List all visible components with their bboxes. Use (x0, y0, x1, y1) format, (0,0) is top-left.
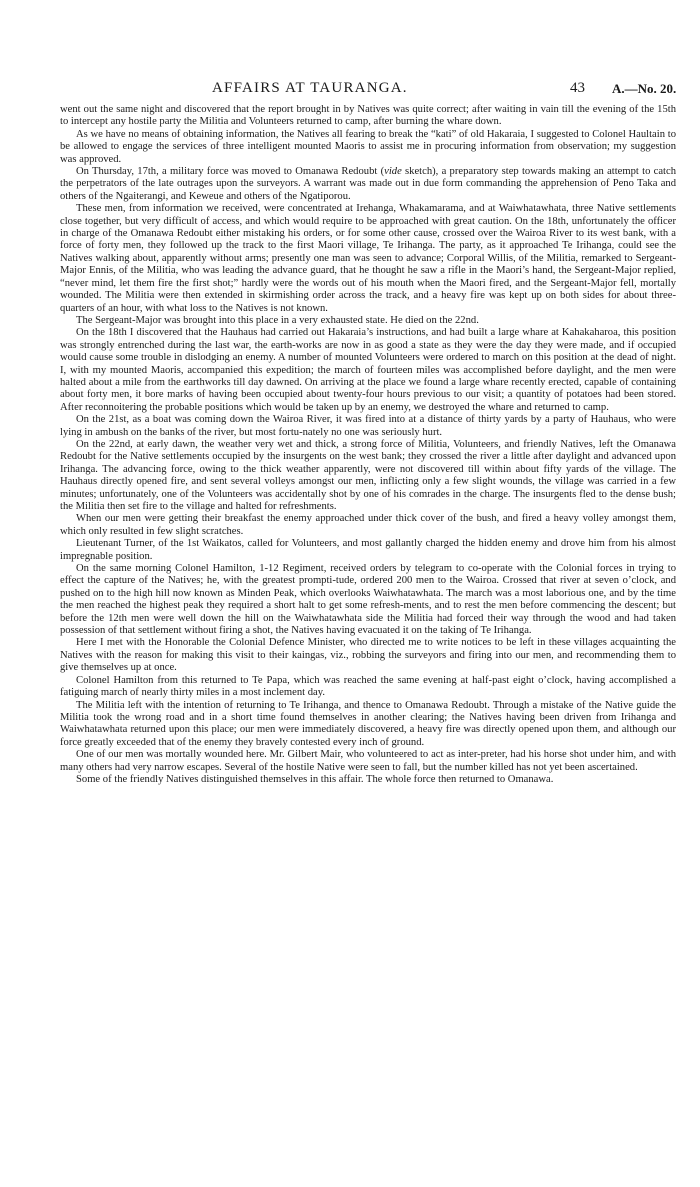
document-body (60, 104, 676, 786)
paragraph: On the 21st, as a boat was coming down the Wairoa River, it was fired into at a distance of thirty yards by a party of Hauhaus, who were lying in ambush on the banks of the river, but most fortu-nately no one was seriously hurt. (60, 414, 676, 438)
italic-text: vide (384, 166, 402, 178)
paragraph-text: On Thursday, 17th, a military force was moved to Omanawa Redoubt ( (76, 166, 385, 178)
paragraph-text: sketch), a preparatory step towards making an attempt to catch the perpetrators of the late outrages upon the surveyors. A warrant was made out in due form commanding the apprehension of Peno Taka and others of the Ngaiterangi, and Keweue and others of the Ngatiporou. (60, 166, 677, 202)
paragraph: The Militia left with the intention of returning to Te Irihanga, and thence to Omanawa Redoubt. Through a mistake of the Native guide the Militia took the wrong road and in a short time found themselves in another clearing; the Natives having been driven from Irihanga and Waiwhatawhata returned upon this place; our men were immediately discovered, a heavy fire was directly opened upon them, and although our force greatly exceeded that of the enemy they bravely contested every inch of ground. (60, 699, 676, 748)
paragraph: Some of the friendly Natives distinguished themselves in this affair. The whole force then returned to Omanawa. (76, 773, 554, 785)
paragraph: Colonel Hamilton from this returned to Te Papa, which was reached the same evening at half-past eight o’clock, having accomplished a fatiguing march of nearly thirty miles in a most inclement day. (60, 674, 676, 699)
document-reference: A.—No. 20. (612, 81, 677, 96)
paragraph: As we have no means of obtaining information, the Natives all fearing to break the “kati” of old Hakaraia, I suggested to Colonel Haultain to be allowed to engage the services of three intelligent mounted Maoris to assist me in procuring information from observation; my suggestion was approved. (60, 128, 676, 165)
paragraph: On the 22nd, at early dawn, the weather very wet and thick, a strong force of Militia, Volunteers, and friendly Natives, left the Omanawa Redoubt for the Native settlements occupied by the insurgents on the west bank; they crossed the river a little after daylight and advanced upon Irihanga. The advancing force, owing to the thick weather apparently, were not discovered till within about fifty yards of the village. The Hauhaus directly opened fire, and sent several volleys amongst our men, inflicting only a few slight wounds, the village was carried in a few minutes; unfortunately, one of the Volunteers was accidentally shot by one of his comrades in the charge. The insurgents fled to the dense bush; the Militia then set fire to the village and halted for refreshments. (60, 438, 676, 512)
paragraph: On the 18th I discovered that the Hauhaus had carried out Hakaraia’s instructions, and had built a large whare at Kahakaharoa, this position was strongly entrenched during the last war, the earth-works are now in as good a state as they were the day they were made, and if occupied would cause some trouble in dislodging an enemy. A number of mounted Volunteers were ordered to march on this position at the dead of night. I, with my mounted Maoris, accompanied this expedition; the march of fourteen miles was accomplished before daylight, and the men were halted about a mile from the earthworks till day dawned. On arriving at the place we found a large whare recently erected, capable of containing about forty men, it bore marks of having been occupied about twenty-four hours previous to our visit; a quantity of potatoes had been stored. After reconnoitering the probable positions which would be taken up by an enemy, we destroyed the whare and returned to camp. (60, 327, 676, 413)
page-number: 43 (570, 80, 585, 96)
paragraph: Lieutenant Turner, of the 1st Waikatos, called for Volunteers, and most gallantly charged the hidden enemy and drove him from his almost impregnable position. (60, 538, 676, 562)
paragraph: On the same morning Colonel Hamilton, 1-12 Regiment, received orders by telegram to co-operate with the Colonial forces in trying to effect the capture of the Natives; he, with the greatest prompti-tude, ordered 200 men to the Wairoa. Crossed that river at seven o’clock, and pushed on to the high hill now known as Minden Peak, which overlooks Waiwhatawhata. The march was a most laborious one, and by the time the men reached the highest peak they required a short halt to get some refresh-ments, and to rest the men before commencing the descent; but before the 12th men were well down the hill on the Waiwhatawhata side the Militia had forced their way through the wood and had taken possession of that settlement without firing a shot, the Natives having evacuated it on the taking of Te Irihanga. (60, 563, 676, 637)
page-title: AFFAIRS AT TAURANGA. (212, 80, 408, 96)
paragraph: When our men were getting their breakfast the enemy approached under thick cover of the bush, and fired a heavy volley amongst them, which only resulted in few slight scratches. (60, 513, 676, 537)
paragraph: The Sergeant-Major was brought into this place in a very exhausted state. He died on the 22nd. (76, 314, 479, 326)
paragraph: One of our men was mortally wounded here. Mr. Gilbert Mair, who volunteered to act as inter-preter, had his horse shot under him, and with many others had very narrow escapes. Several of the hostile Native were seen to fall, but the number killed has not yet been ascertained. (60, 749, 676, 773)
page-header (60, 80, 680, 102)
paragraph (60, 166, 676, 203)
paragraph: Here I met with the Honorable the Colonial Defence Minister, who directed me to write notices to be left in these villages acquainting the Natives with the reason for making this visit to their kaingas, viz., robbing the surveyors and firing into our men, and recommending them to give themselves up at once. (60, 637, 676, 674)
paragraph: went out the same night and discovered that the report brought in by Natives was quite correct; after waiting in vain till the evening of the 15th to intercept any hostile party the Militia and Volunteers returned to camp, after burning the whare down. (60, 104, 676, 128)
paragraph: These men, from information we received, were concentrated at Irehanga, Whakamarama, and at Waiwhatawhata, three Native settlements close together, but very difficult of access, and which would require to be approached with great caution. On the 18th, unfortunately the officer in charge of the Omanawa Redoubt either mistaking his orders, or for some other cause, crossed over the Wairoa River to its west bank, with a force of forty men, they followed up the track to the first Maori village, Te Irihanga. The party, as it approached Te Irihanga, could see the Natives walking about, apparently without arms; presently one man was seen to advance; Corporal Willis, of the Militia, remarked to Sergeant-Major Ennis, of the Militia, who was leading the advance guard, that he thought he saw a rifle in the Maori’s hand, the Sergeant-Major replied, “never mind, let them fire the first shot;” hardly were the words out of his mouth when the Maori fired, and the Sergeant-Major fell, mortally wounded. The Militia were then extended in skirmishing order across the track, and a heavy fire was kept up on both sides for about three-quarters of an hour, with what loss to the Natives is not known. (60, 203, 676, 314)
